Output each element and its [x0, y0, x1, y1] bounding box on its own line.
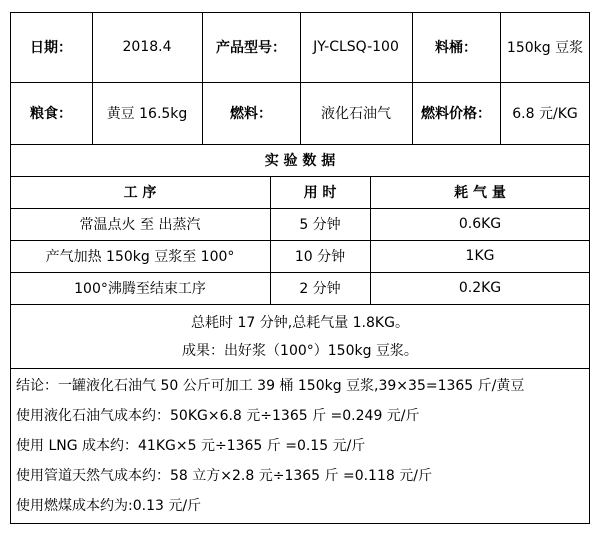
conclusion-line: 结论：一罐液化石油气 50 公斤可加工 39 桶 150kg 豆浆,39×35=1365 斤/黄豆 [16, 378, 525, 394]
table-col-rule [270, 176, 271, 304]
section-title: 实 验 数 据 [264, 153, 336, 169]
bucket-label: 料桶： [435, 40, 477, 56]
time-cell: 10 分钟 [294, 249, 346, 265]
process-cell: 100°沸腾至结束工序 [74, 281, 206, 297]
table-row [10, 240, 590, 272]
table-col-rule [202, 12, 203, 144]
gas-cell: 1KG [465, 248, 495, 264]
table-row [10, 272, 590, 304]
price-value: 6.8 元/KG [512, 106, 578, 122]
table-rule [10, 208, 590, 209]
summary-result: 成果：出好浆（100°）150kg 豆浆。 [182, 343, 418, 359]
table-rule [10, 368, 590, 369]
table-col-rule [412, 12, 413, 144]
date-value: 2018.4 [122, 39, 172, 55]
grain-label: 粮食： [30, 106, 72, 122]
conclusion-line: 使用液化石油气成本约：50KG×6.8 元÷1365 斤 =0.249 元/斤 [16, 408, 420, 424]
table-rule [10, 144, 590, 145]
experiment-data-sheet [10, 12, 590, 524]
time-cell: 2 分钟 [299, 281, 341, 297]
time-cell: 5 分钟 [299, 217, 341, 233]
table-col-rule [300, 12, 301, 144]
summary-row [10, 304, 590, 368]
table-rule [10, 304, 590, 305]
table-col-rule [92, 12, 93, 144]
column-header-process: 工 序 [123, 185, 157, 201]
table-border-right [589, 12, 590, 524]
price-label: 燃料价格： [421, 106, 491, 122]
gas-cell: 0.6KG [458, 216, 502, 232]
table-rule [10, 240, 590, 241]
table-border-left [10, 12, 11, 524]
table-rule [10, 272, 590, 273]
process-cell: 常温点火 至 出蒸汽 [79, 217, 201, 233]
conclusion-line: 使用 LNG 成本约：41KG×5 元÷1365 斤 =0.15 元/斤 [16, 438, 366, 454]
table-row [10, 208, 590, 240]
conclusion-line: 使用管道天然气成本约：58 立方×2.8 元÷1365 斤 =0.118 元/斤 [16, 468, 432, 484]
fuel-label: 燃料： [230, 106, 272, 122]
table-border-bottom [10, 523, 590, 524]
column-header-time: 用 时 [303, 185, 337, 201]
date-label: 日期： [30, 40, 72, 56]
model-value: JY-CLSQ-100 [313, 39, 399, 55]
bucket-value: 150kg 豆浆 [506, 40, 584, 56]
grain-value: 黄豆 16.5kg [106, 106, 188, 122]
column-header-row [10, 176, 590, 208]
table-col-rule [500, 12, 501, 144]
gas-cell: 0.2KG [458, 280, 502, 296]
column-header-gas: 耗 气 量 [454, 185, 506, 201]
table-rule [10, 176, 590, 177]
conclusion-line: 使用燃煤成本约为:0.13 元/斤 [16, 498, 202, 514]
section-title-row [10, 144, 590, 176]
process-cell: 产气加热 150kg 豆浆至 100° [45, 249, 235, 265]
model-label: 产品型号： [216, 40, 286, 56]
table-col-rule [370, 176, 371, 304]
fuel-value: 液化石油气 [321, 106, 391, 122]
summary-total: 总耗时 17 分钟,总耗气量 1.8KG。 [191, 315, 409, 331]
conclusions-block [10, 368, 590, 524]
